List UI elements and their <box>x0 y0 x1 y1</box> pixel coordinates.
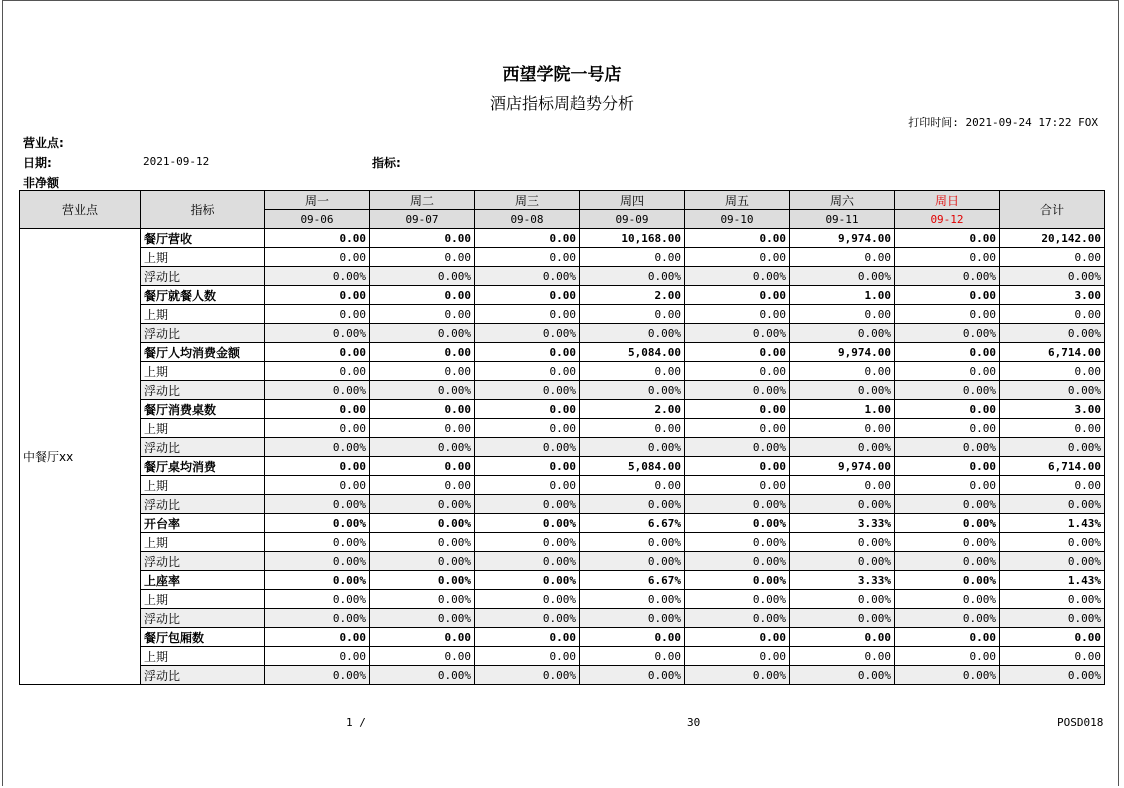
day-value-cell: 0.00% <box>895 267 1000 286</box>
day-value-cell: 0.00% <box>370 533 475 552</box>
day-value-cell: 0.00 <box>475 476 580 495</box>
day-value-cell: 0.00% <box>685 552 790 571</box>
date-header-sun: 09-12 <box>895 210 1000 229</box>
day-value-cell: 5,084.00 <box>580 343 685 362</box>
day-value-cell: 0.00 <box>895 628 1000 647</box>
day-value-cell: 0.00% <box>370 495 475 514</box>
day-value-cell: 0.00 <box>265 457 370 476</box>
indicator-label-cell: 餐厅人均消费金额 <box>141 343 265 362</box>
day-value-cell: 0.00 <box>895 476 1000 495</box>
table-row <box>20 362 1105 381</box>
day-value-cell: 0.00% <box>790 438 895 457</box>
table-row <box>20 609 1105 628</box>
day-value-cell: 0.00% <box>265 514 370 533</box>
table-row <box>20 381 1105 400</box>
day-value-cell: 3.33% <box>790 571 895 590</box>
day-value-cell: 0.00% <box>475 495 580 514</box>
day-value-cell: 0.00% <box>685 571 790 590</box>
print-time: 打印时间: 2021-09-24 17:22 FOX <box>908 116 1098 129</box>
day-value-cell: 0.00 <box>685 229 790 248</box>
day-value-cell: 0.00% <box>790 590 895 609</box>
day-value-cell: 0.00% <box>370 609 475 628</box>
day-value-cell: 0.00 <box>895 362 1000 381</box>
day-value-cell: 0.00% <box>685 438 790 457</box>
day-value-cell: 0.00% <box>580 533 685 552</box>
day-value-cell: 0.00 <box>370 457 475 476</box>
day-header-wed: 周三 <box>475 191 580 210</box>
day-value-cell: 0.00% <box>370 267 475 286</box>
table-row <box>20 571 1105 590</box>
day-value-cell: 0.00% <box>895 571 1000 590</box>
day-header-sun: 周日 <box>895 191 1000 210</box>
day-value-cell: 0.00 <box>370 286 475 305</box>
day-value-cell: 0.00 <box>265 628 370 647</box>
indicator-label-cell: 上期 <box>141 647 265 666</box>
day-value-cell: 0.00 <box>265 286 370 305</box>
indicator-label-cell: 上期 <box>141 419 265 438</box>
total-value-cell: 0.00% <box>1000 438 1105 457</box>
day-value-cell: 0.00% <box>265 267 370 286</box>
outlet-name-cell: 中餐厅xx <box>20 229 141 685</box>
day-value-cell: 0.00% <box>685 514 790 533</box>
day-value-cell: 0.00 <box>475 400 580 419</box>
day-value-cell: 0.00 <box>475 628 580 647</box>
day-value-cell: 0.00 <box>790 362 895 381</box>
total-value-cell: 6,714.00 <box>1000 457 1105 476</box>
day-value-cell: 0.00% <box>790 267 895 286</box>
day-value-cell: 0.00 <box>370 362 475 381</box>
day-value-cell: 0.00 <box>895 647 1000 666</box>
day-value-cell: 2.00 <box>580 286 685 305</box>
table-row <box>20 400 1105 419</box>
total-value-cell: 0.00 <box>1000 248 1105 267</box>
indicator-label-cell: 开台率 <box>141 514 265 533</box>
table-row <box>20 305 1105 324</box>
day-value-cell: 0.00 <box>685 419 790 438</box>
day-value-cell: 0.00% <box>580 438 685 457</box>
date-value: 2021-09-12 <box>143 155 210 168</box>
outlet-label: 营业点: <box>23 136 64 150</box>
day-value-cell: 0.00% <box>475 666 580 685</box>
day-value-cell: 0.00% <box>475 514 580 533</box>
indicator-label-cell: 上期 <box>141 590 265 609</box>
date-header-sat: 09-11 <box>790 210 895 229</box>
day-value-cell: 0.00% <box>370 438 475 457</box>
table-row <box>20 324 1105 343</box>
day-value-cell: 0.00 <box>370 305 475 324</box>
indicator-label-cell: 餐厅桌均消费 <box>141 457 265 476</box>
indicator-label: 指标: <box>372 156 401 170</box>
table-row <box>20 229 1105 248</box>
total-value-cell: 0.00 <box>1000 647 1105 666</box>
day-value-cell: 0.00% <box>895 533 1000 552</box>
day-value-cell: 0.00% <box>370 666 475 685</box>
date-header-thu: 09-09 <box>580 210 685 229</box>
day-value-cell: 0.00% <box>895 666 1000 685</box>
day-value-cell: 0.00 <box>370 229 475 248</box>
report-code: POSD018 <box>1057 716 1104 729</box>
day-value-cell: 0.00% <box>580 381 685 400</box>
day-value-cell: 3.33% <box>790 514 895 533</box>
day-value-cell: 0.00 <box>685 248 790 267</box>
report-title: 西望学院一号店 <box>502 65 622 85</box>
day-value-cell: 0.00 <box>790 305 895 324</box>
report-body <box>20 229 1105 685</box>
indicator-label-cell: 浮动比 <box>141 438 265 457</box>
day-value-cell: 0.00% <box>475 324 580 343</box>
day-value-cell: 0.00 <box>580 476 685 495</box>
total-value-cell: 0.00% <box>1000 533 1105 552</box>
day-value-cell: 0.00 <box>475 343 580 362</box>
total-value-cell: 0.00% <box>1000 609 1105 628</box>
day-value-cell: 0.00% <box>475 438 580 457</box>
page-total: 30 <box>687 716 701 729</box>
day-value-cell: 0.00% <box>265 381 370 400</box>
day-value-cell: 0.00% <box>895 514 1000 533</box>
day-value-cell: 0.00 <box>370 647 475 666</box>
total-value-cell: 0.00 <box>1000 628 1105 647</box>
day-value-cell: 0.00% <box>790 552 895 571</box>
table-row <box>20 514 1105 533</box>
table-row <box>20 286 1105 305</box>
table-row <box>20 495 1105 514</box>
day-value-cell: 0.00 <box>685 476 790 495</box>
day-value-cell: 0.00 <box>580 305 685 324</box>
table-row <box>20 438 1105 457</box>
day-value-cell: 0.00% <box>790 609 895 628</box>
date-header-tue: 09-07 <box>370 210 475 229</box>
day-value-cell: 0.00 <box>265 362 370 381</box>
indicator-label-cell: 浮动比 <box>141 552 265 571</box>
day-value-cell: 0.00% <box>895 552 1000 571</box>
day-header-tue: 周二 <box>370 191 475 210</box>
day-value-cell: 0.00 <box>790 248 895 267</box>
table-row <box>20 457 1105 476</box>
day-value-cell: 0.00% <box>580 495 685 514</box>
day-value-cell: 0.00 <box>895 343 1000 362</box>
day-value-cell: 0.00 <box>475 248 580 267</box>
day-value-cell: 0.00 <box>370 343 475 362</box>
day-value-cell: 0.00% <box>895 381 1000 400</box>
indicator-label-cell: 上期 <box>141 305 265 324</box>
day-value-cell: 0.00% <box>895 438 1000 457</box>
day-value-cell: 0.00% <box>895 324 1000 343</box>
day-value-cell: 0.00 <box>475 419 580 438</box>
report-table <box>19 190 1105 685</box>
day-value-cell: 0.00 <box>370 400 475 419</box>
day-value-cell: 0.00 <box>895 229 1000 248</box>
day-value-cell: 0.00 <box>265 305 370 324</box>
day-value-cell: 0.00 <box>895 305 1000 324</box>
total-value-cell: 20,142.00 <box>1000 229 1105 248</box>
day-value-cell: 0.00 <box>790 628 895 647</box>
day-value-cell: 0.00% <box>370 514 475 533</box>
indicator-label-cell: 浮动比 <box>141 324 265 343</box>
day-value-cell: 0.00 <box>265 343 370 362</box>
day-value-cell: 0.00% <box>790 324 895 343</box>
day-header-sat: 周六 <box>790 191 895 210</box>
day-value-cell: 0.00 <box>580 419 685 438</box>
indicator-label-cell: 餐厅就餐人数 <box>141 286 265 305</box>
col-outlet-header: 营业点 <box>20 191 141 229</box>
day-value-cell: 0.00% <box>895 609 1000 628</box>
day-value-cell: 0.00 <box>370 248 475 267</box>
day-value-cell: 0.00 <box>475 362 580 381</box>
total-value-cell: 1.43% <box>1000 514 1105 533</box>
day-value-cell: 0.00% <box>685 381 790 400</box>
table-row <box>20 628 1105 647</box>
indicator-label-cell: 餐厅包厢数 <box>141 628 265 647</box>
day-value-cell: 0.00 <box>265 248 370 267</box>
day-value-cell: 0.00 <box>685 343 790 362</box>
total-value-cell: 0.00 <box>1000 362 1105 381</box>
day-value-cell: 0.00% <box>580 552 685 571</box>
day-value-cell: 0.00 <box>790 647 895 666</box>
day-value-cell: 0.00 <box>580 362 685 381</box>
day-value-cell: 0.00 <box>895 248 1000 267</box>
indicator-label-cell: 浮动比 <box>141 267 265 286</box>
day-value-cell: 0.00% <box>790 533 895 552</box>
day-header-fri: 周五 <box>685 191 790 210</box>
day-value-cell: 0.00% <box>475 533 580 552</box>
day-value-cell: 0.00% <box>790 381 895 400</box>
day-value-cell: 0.00 <box>895 400 1000 419</box>
day-value-cell: 0.00% <box>580 590 685 609</box>
indicator-label-cell: 浮动比 <box>141 609 265 628</box>
date-label: 日期: <box>23 156 52 170</box>
day-value-cell: 6.67% <box>580 514 685 533</box>
total-value-cell: 0.00% <box>1000 495 1105 514</box>
day-value-cell: 0.00 <box>580 628 685 647</box>
day-value-cell: 0.00% <box>685 533 790 552</box>
total-value-cell: 0.00% <box>1000 324 1105 343</box>
day-value-cell: 0.00% <box>265 495 370 514</box>
day-value-cell: 0.00 <box>685 647 790 666</box>
indicator-label-cell: 餐厅消费桌数 <box>141 400 265 419</box>
day-value-cell: 0.00% <box>370 552 475 571</box>
day-value-cell: 0.00% <box>265 533 370 552</box>
indicator-label-cell: 浮动比 <box>141 666 265 685</box>
indicator-label-cell: 餐厅营收 <box>141 229 265 248</box>
page-current: 1 / <box>346 716 366 729</box>
day-value-cell: 0.00 <box>475 305 580 324</box>
day-value-cell: 0.00 <box>895 457 1000 476</box>
day-value-cell: 0.00% <box>580 609 685 628</box>
day-value-cell: 0.00 <box>685 400 790 419</box>
day-value-cell: 0.00 <box>265 419 370 438</box>
day-value-cell: 0.00% <box>685 609 790 628</box>
day-value-cell: 0.00 <box>370 628 475 647</box>
day-value-cell: 0.00% <box>685 666 790 685</box>
table-row <box>20 419 1105 438</box>
day-value-cell: 0.00% <box>265 609 370 628</box>
total-value-cell: 3.00 <box>1000 286 1105 305</box>
day-value-cell: 0.00% <box>265 438 370 457</box>
day-value-cell: 0.00 <box>685 305 790 324</box>
day-value-cell: 0.00% <box>685 267 790 286</box>
day-value-cell: 0.00% <box>580 267 685 286</box>
day-value-cell: 0.00 <box>895 419 1000 438</box>
total-value-cell: 0.00% <box>1000 666 1105 685</box>
day-value-cell: 5,084.00 <box>580 457 685 476</box>
table-row <box>20 590 1105 609</box>
day-value-cell: 0.00 <box>475 457 580 476</box>
total-value-cell: 0.00% <box>1000 267 1105 286</box>
day-value-cell: 0.00% <box>475 571 580 590</box>
net-label: 非净额 <box>23 176 60 190</box>
day-value-cell: 0.00% <box>265 571 370 590</box>
total-value-cell: 3.00 <box>1000 400 1105 419</box>
day-value-cell: 1.00 <box>790 400 895 419</box>
day-value-cell: 9,974.00 <box>790 343 895 362</box>
total-value-cell: 6,714.00 <box>1000 343 1105 362</box>
day-value-cell: 0.00 <box>265 229 370 248</box>
table-row <box>20 248 1105 267</box>
date-header-mon: 09-06 <box>265 210 370 229</box>
day-value-cell: 0.00% <box>895 495 1000 514</box>
day-value-cell: 0.00 <box>475 229 580 248</box>
indicator-label-cell: 上期 <box>141 476 265 495</box>
day-value-cell: 0.00% <box>265 666 370 685</box>
day-value-cell: 0.00% <box>265 324 370 343</box>
day-value-cell: 0.00% <box>685 495 790 514</box>
indicator-label-cell: 上座率 <box>141 571 265 590</box>
total-value-cell: 1.43% <box>1000 571 1105 590</box>
day-value-cell: 0.00% <box>580 666 685 685</box>
table-row <box>20 476 1105 495</box>
date-header-fri: 09-10 <box>685 210 790 229</box>
day-value-cell: 0.00 <box>580 248 685 267</box>
day-value-cell: 0.00% <box>580 324 685 343</box>
indicator-label-cell: 上期 <box>141 248 265 267</box>
day-value-cell: 0.00 <box>790 419 895 438</box>
table-row <box>20 267 1105 286</box>
day-value-cell: 0.00 <box>580 647 685 666</box>
day-value-cell: 0.00 <box>370 419 475 438</box>
col-indicator-header: 指标 <box>141 191 265 229</box>
day-value-cell: 0.00% <box>370 324 475 343</box>
day-value-cell: 0.00% <box>265 552 370 571</box>
day-value-cell: 0.00% <box>475 590 580 609</box>
date-header-wed: 09-08 <box>475 210 580 229</box>
day-value-cell: 0.00% <box>790 495 895 514</box>
total-value-cell: 0.00% <box>1000 552 1105 571</box>
day-value-cell: 0.00% <box>685 590 790 609</box>
total-value-cell: 0.00% <box>1000 590 1105 609</box>
day-value-cell: 0.00 <box>895 286 1000 305</box>
day-value-cell: 0.00% <box>475 609 580 628</box>
day-value-cell: 0.00% <box>685 324 790 343</box>
indicator-label-cell: 上期 <box>141 362 265 381</box>
day-value-cell: 0.00 <box>685 286 790 305</box>
day-value-cell: 0.00% <box>370 590 475 609</box>
total-value-cell: 0.00 <box>1000 305 1105 324</box>
day-value-cell: 0.00% <box>265 590 370 609</box>
indicator-label-cell: 上期 <box>141 533 265 552</box>
day-value-cell: 0.00 <box>790 476 895 495</box>
day-value-cell: 0.00 <box>685 628 790 647</box>
total-value-cell: 0.00% <box>1000 381 1105 400</box>
indicator-label-cell: 浮动比 <box>141 495 265 514</box>
table-row <box>20 533 1105 552</box>
day-value-cell: 0.00% <box>895 590 1000 609</box>
table-row <box>20 666 1105 685</box>
day-value-cell: 9,974.00 <box>790 229 895 248</box>
total-value-cell: 0.00 <box>1000 419 1105 438</box>
day-value-cell: 0.00 <box>685 457 790 476</box>
day-value-cell: 0.00 <box>685 362 790 381</box>
day-value-cell: 9,974.00 <box>790 457 895 476</box>
day-value-cell: 1.00 <box>790 286 895 305</box>
day-value-cell: 0.00% <box>475 552 580 571</box>
day-value-cell: 0.00 <box>475 647 580 666</box>
col-total-header: 合计 <box>1000 191 1105 229</box>
day-value-cell: 0.00 <box>475 286 580 305</box>
day-value-cell: 0.00% <box>475 381 580 400</box>
day-value-cell: 6.67% <box>580 571 685 590</box>
table-row <box>20 343 1105 362</box>
table-row <box>20 647 1105 666</box>
day-header-thu: 周四 <box>580 191 685 210</box>
day-header-mon: 周一 <box>265 191 370 210</box>
day-value-cell: 0.00 <box>265 400 370 419</box>
total-value-cell: 0.00 <box>1000 476 1105 495</box>
day-value-cell: 10,168.00 <box>580 229 685 248</box>
day-value-cell: 2.00 <box>580 400 685 419</box>
report-subtitle: 酒店指标周趋势分析 <box>489 94 634 113</box>
day-value-cell: 0.00% <box>370 571 475 590</box>
indicator-label-cell: 浮动比 <box>141 381 265 400</box>
day-value-cell: 0.00% <box>790 666 895 685</box>
day-value-cell: 0.00 <box>265 647 370 666</box>
day-value-cell: 0.00 <box>370 476 475 495</box>
table-row <box>20 552 1105 571</box>
day-value-cell: 0.00 <box>265 476 370 495</box>
header-row-days <box>20 191 1105 210</box>
day-value-cell: 0.00% <box>475 267 580 286</box>
day-value-cell: 0.00% <box>370 381 475 400</box>
